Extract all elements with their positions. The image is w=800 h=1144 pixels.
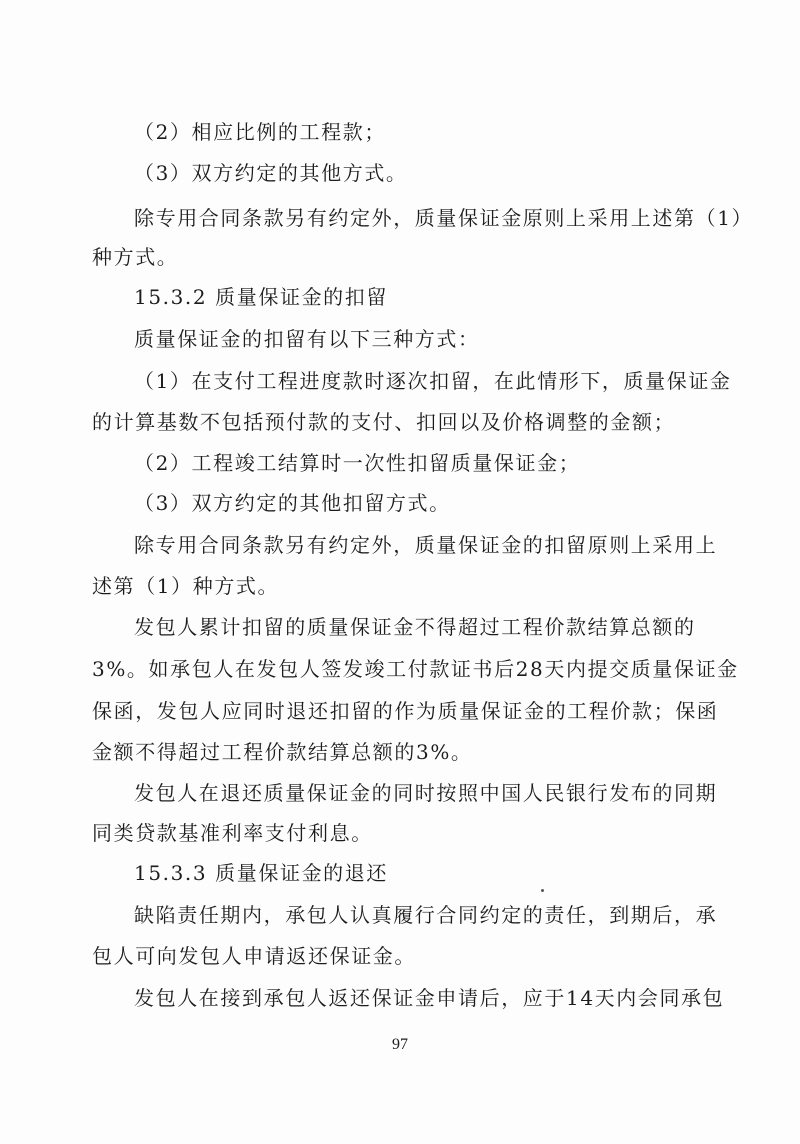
section-heading-15-3-3: 15.3.3 质量保证金的退还 [134,861,388,885]
section-heading-15-3-2: 15.3.2 质量保证金的扣留 [134,285,388,309]
text-line-3: 除专用合同条款另有约定外，质量保证金原则上采用上述第（1） [134,206,754,230]
text-line-1: （2）相应比例的工程款； [134,120,386,144]
scan-speck [541,889,544,892]
text-line-13: 发包人累计扣留的质量保证金不得超过工程价款结算总额的 [134,615,696,639]
text-line-22: 发包人在接到承包人返还保证金申请后，应于14天内会同承包 [134,986,725,1010]
text-line-14: 3%。如承包人在发包人签发竣工付款证书后28天内提交质量保证金 [92,657,739,681]
text-line-11: 除专用合同条款另有约定外，质量保证金的扣留原则上采用上 [134,533,718,557]
text-line-16: 金额不得超过工程价款结算总额的3%。 [92,740,473,764]
page-number: 97 [392,1036,408,1053]
text-line-18: 同类贷款基准利率支付利息。 [92,821,373,845]
text-line-7: （1）在支付工程进度款时逐次扣留，在此情形下，质量保证金 [134,369,732,393]
text-line-20: 缺陷责任期内，承包人认真履行合同约定的责任，到期后，承 [134,903,718,927]
text-line-10: （3）双方约定的其他扣留方式。 [134,491,451,515]
text-line-2: （3）双方约定的其他方式。 [134,161,408,185]
text-line-17: 发包人在退还质量保证金的同时按照中国人民银行发布的同期 [134,781,718,805]
text-line-12: 述第（1）种方式。 [92,574,280,598]
text-line-15: 保函，发包人应同时退还扣留的作为质量保证金的工程价款；保函 [92,699,719,723]
text-line-8: 的计算基数不包括预付款的支付、扣回以及价格调整的金额； [92,410,676,434]
text-line-21: 包人可向发包人申请返还保证金。 [92,944,416,968]
text-line-9: （2）工程竣工结算时一次性扣留质量保证金； [134,451,581,475]
text-line-4: 种方式。 [92,245,179,269]
text-line-6: 质量保证金的扣留有以下三种方式： [134,327,480,351]
